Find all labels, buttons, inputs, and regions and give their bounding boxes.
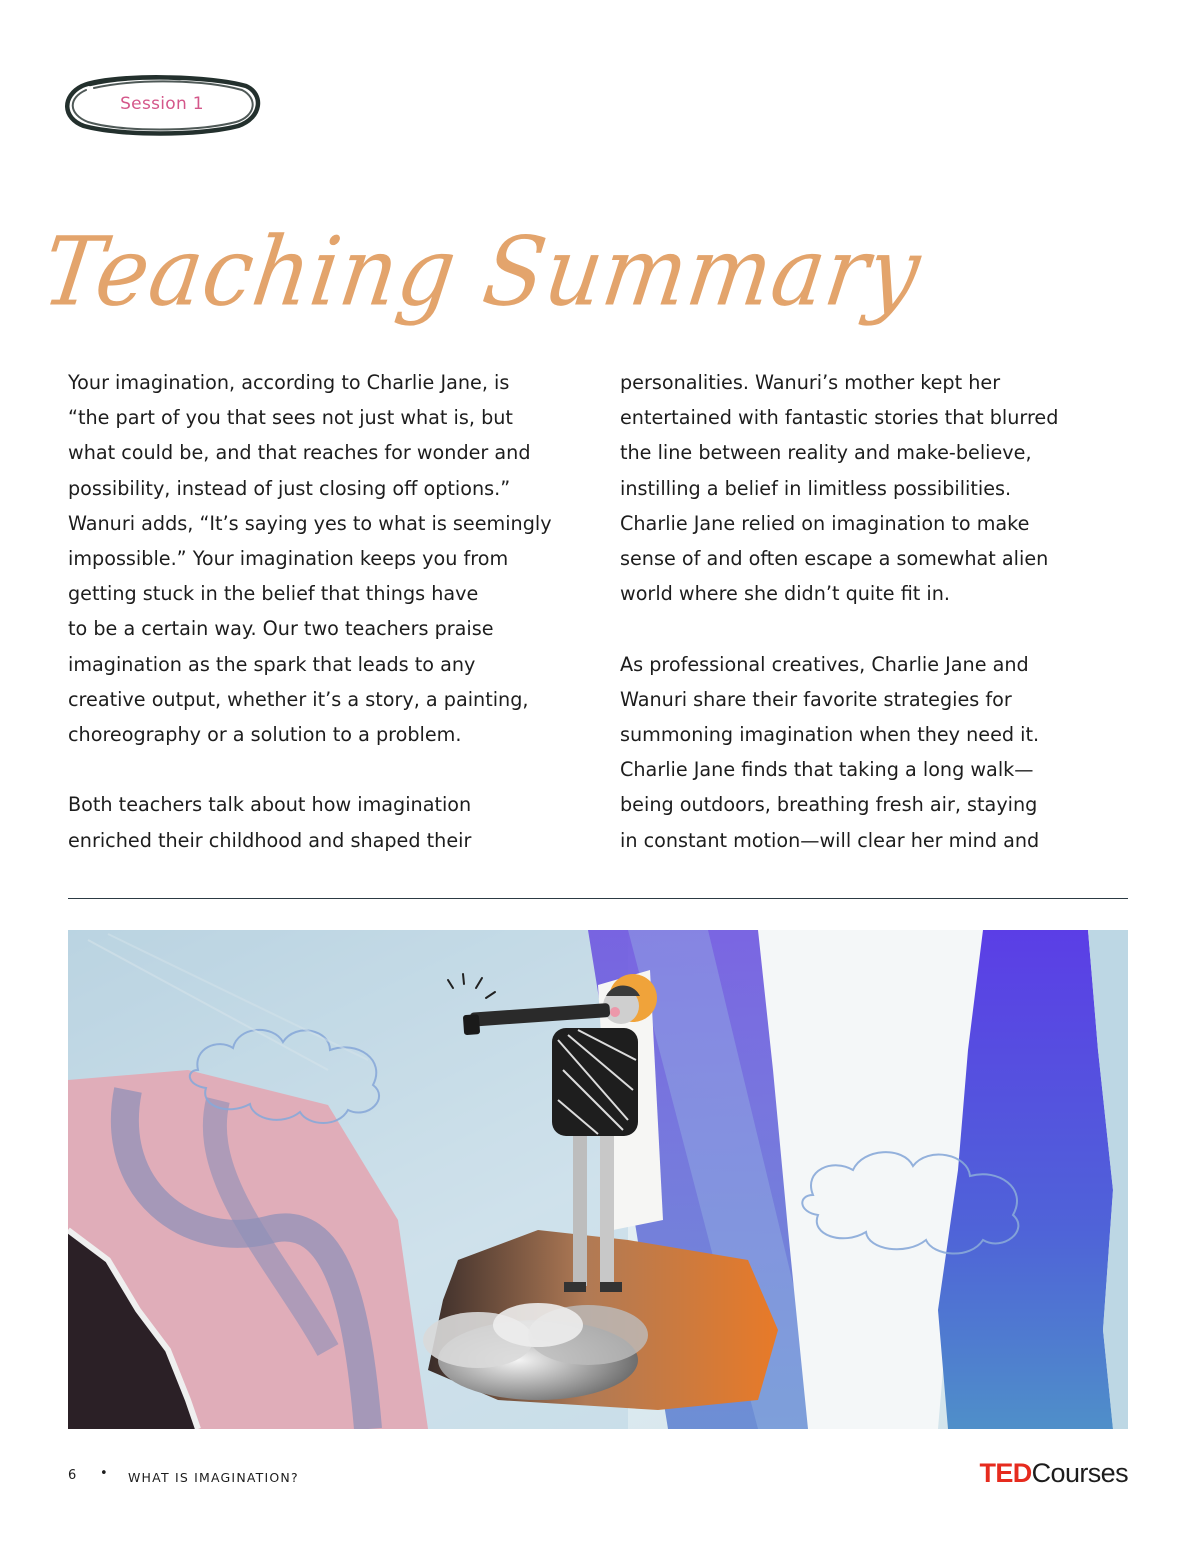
footer-separator: • [100,1466,108,1481]
brand-ted: TED [979,1458,1032,1488]
collage-illustration [68,930,1128,1429]
divider [68,898,1128,899]
right-paragraph-1: personalities. Wanuri’s mother kept her entertained with fantastic stories that blurred the line between reality and make-believe, instilling a belief in limitless possibilities. Charlie Jane relied on imagination to make sense of and often escape a somewhat alien world where she didn’t quite fit in. [620,371,1059,606]
collage-artwork [68,930,1128,1429]
right-paragraph-2: As professional creatives, Charlie Jane and Wanuri share their favorite strategies for summoning imagination when they need it. Charlie Jane finds that taking a long walk— being outdoors, breathing fresh air, staying in constant motion—will clear her mind and [620,652,1040,852]
page-number: 6 [68,1468,77,1483]
page-title: Teaching Summary [36,216,928,328]
left-column [68,365,598,858]
footer-section-title: WHAT IS IMAGINATION? [128,1470,299,1485]
ted-courses-logo [979,1458,1128,1489]
session-label: Session 1 [120,94,204,114]
left-paragraph-2: Both teachers talk about how imagination enriched their childhood and shaped their [68,793,472,852]
page-title-block [36,210,928,350]
left-paragraph-1: Your imagination, according to Charlie Jane, is “the part of you that sees not just what is, but what could be, and that reaches for wonder and possibility, instead of just closing off options.” Wanuri adds, “It’s saying yes to what is seemingly impossible.” Your imagination keeps you from getting stuck in the belief that things have to be a certain way. Our two teachers praise imagination as the spark that leads to any creative output, whether it’s a story, a painting, choreography or a solution to a problem. [68,371,552,747]
right-column [620,365,1150,858]
session-badge [60,72,264,138]
brand-courses: Courses [1031,1458,1128,1488]
